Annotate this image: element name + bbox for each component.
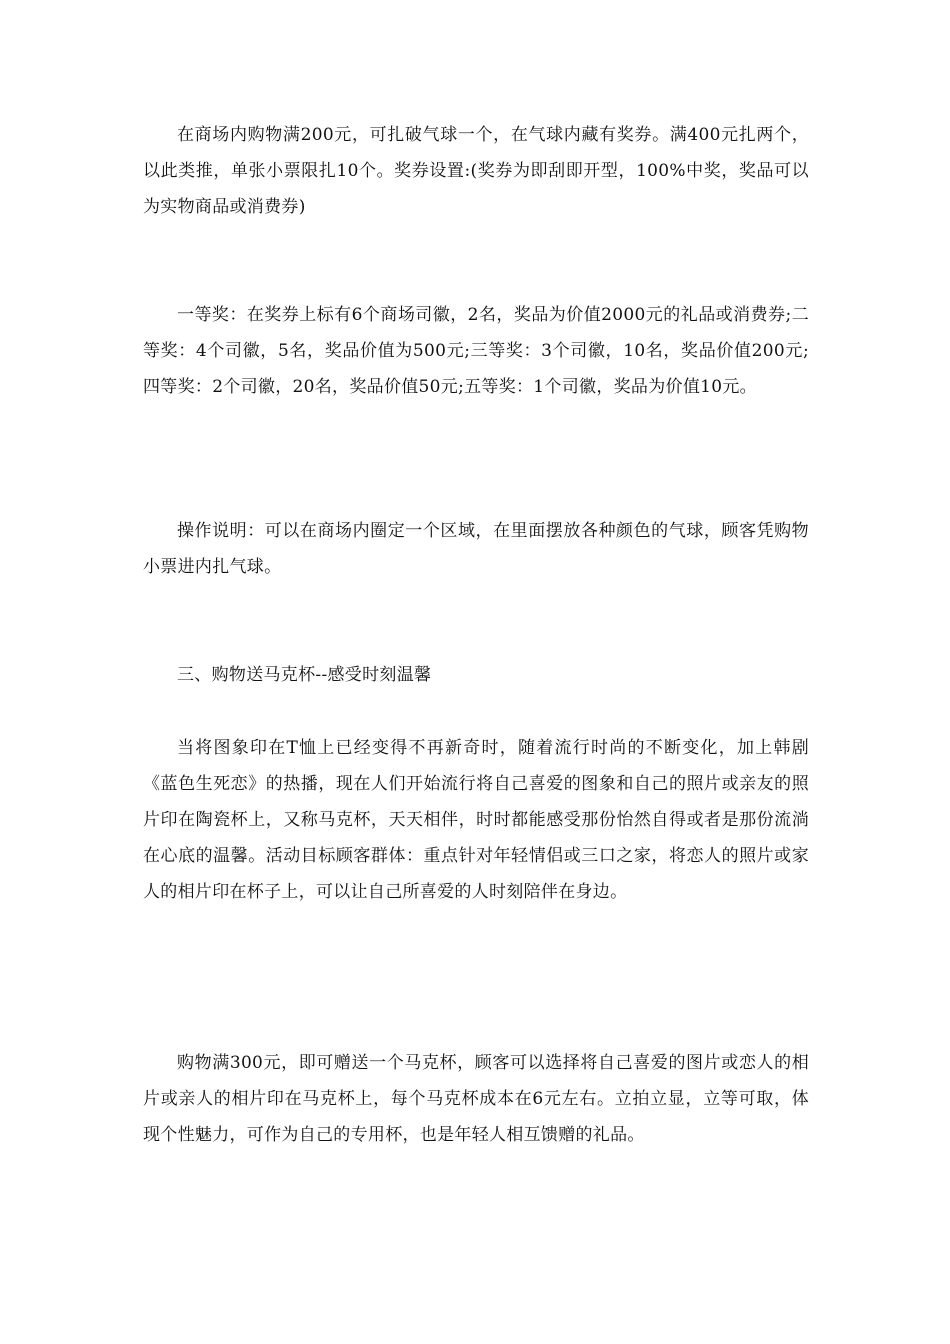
paragraph-prize-tiers: 一等奖：在奖券上标有6个商场司徽，2名，奖品为价值2000元的礼品或消费券;二等奖：4个司徽，5名，奖品价值为500元;三等奖：3个司徽，10名，奖品价值200元;四等奖：2个司徽，20名，奖品价值50元;五等奖：1个司徽，奖品为价值10元。	[143, 305, 809, 397]
paragraph-mug-background: 当将图象印在T恤上已经变得不再新奇时，随着流行时尚的不断变化，加上韩剧《蓝色生死恋》的热播，现在人们开始流行将自己喜爱的图象和自己的照片或亲友的照片印在陶瓷杯上，又称马克杯，天天相伴，时时都能感受那份怡然自得或者是那份流淌在心底的温馨。活动目标顾客群体：重点针对年轻情侣或三口之家，将恋人的照片或家人的相片印在杯子上，可以让自己所喜爱的人时刻陪伴在身边。	[143, 738, 809, 902]
paragraph-mug-offer: 购物满300元，即可赠送一个马克杯，顾客可以选择将自己喜爱的图片或恋人的相片或亲人的相片印在马克杯上，每个马克杯成本在6元左右。立拍立显，立等可取，体现个性魅力，可作为自己的专用杯，也是年轻人相互馈赠的礼品。	[143, 1053, 809, 1145]
paragraph-operation-notes: 操作说明：可以在商场内圈定一个区域，在里面摆放各种颜色的气球，顾客凭购物小票进内扎气球。	[143, 521, 809, 577]
paragraph-balloon-rules: 在商场内购物满200元，可扎破气球一个，在气球内藏有奖券。满400元扎两个，以此类推，单张小票限扎10个。奖券设置:(奖券为即刮即开型，100%中奖，奖品可以为实物商品或消费券)	[143, 125, 809, 217]
section-heading-mug-gift: 三、购物送马克杯--感受时刻温馨	[177, 665, 432, 685]
